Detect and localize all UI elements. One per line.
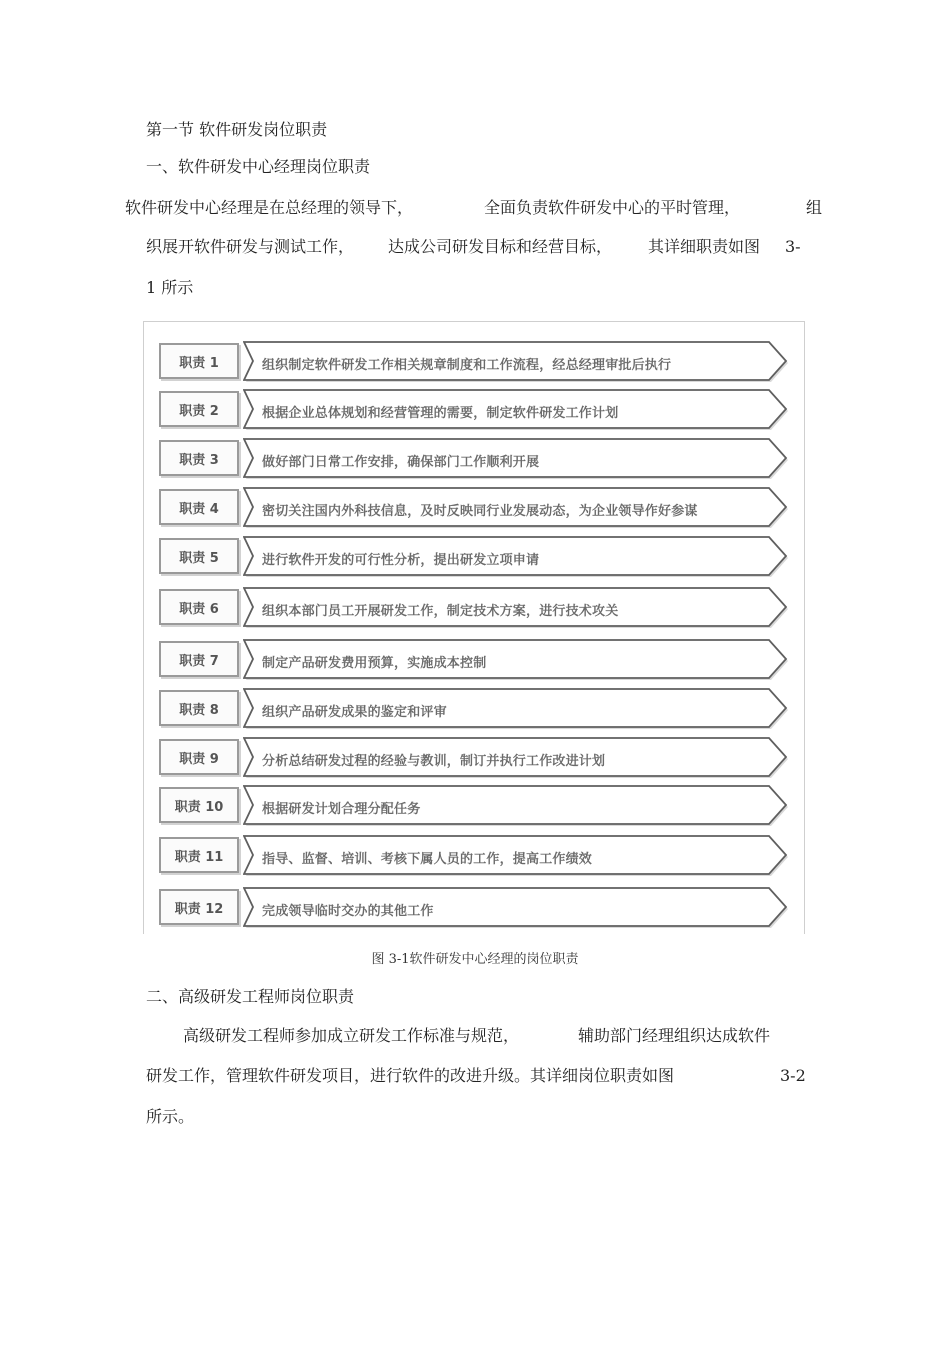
- duty-row: [159, 784, 791, 830]
- duty-description: 组织制定软件研发工作相关规章制度和工作流程，经总经理审批后执行: [262, 358, 672, 373]
- paragraph-2-line-3: 所示。: [146, 1107, 195, 1126]
- duty-label: 职责 5: [159, 538, 239, 574]
- paragraph-1-line-1c: 组: [806, 198, 823, 217]
- paragraph-1-line-1a: 软件研发中心经理是在总经理的领导下，: [125, 198, 414, 217]
- duty-description: 根据研发计划合理分配任务: [262, 802, 421, 817]
- paragraph-1-line-2c: 其详细职责如图: [648, 237, 761, 256]
- duty-description: 组织本部门员工开展研发工作，制定技术方案，进行技术攻关: [262, 604, 619, 619]
- duty-description: 制定产品研发费用预算，实施成本控制: [262, 656, 487, 671]
- subsection-heading-2: 二、高级研发工程师岗位职责: [146, 987, 355, 1006]
- duty-row: [159, 736, 791, 782]
- duty-description: 做好部门日常工作安排，确保部门工作顺利开展: [262, 455, 540, 470]
- duty-description: 密切关注国内外科技信息，及时反映同行业发展动态，为企业领导作好参谋: [262, 504, 698, 519]
- duty-label: 职责 7: [159, 641, 239, 677]
- duty-row: [159, 340, 791, 386]
- figure-caption: 图 3-1软件研发中心经理的岗位职责: [371, 952, 579, 967]
- paragraph-1-line-2a: 织展开软件研发与测试工作，: [146, 237, 355, 256]
- subsection-heading-1: 一、软件研发中心经理岗位职责: [146, 157, 371, 176]
- duty-label: 职责 8: [159, 690, 239, 726]
- duty-label: 职责 2: [159, 391, 239, 427]
- duty-row: [159, 486, 791, 532]
- paragraph-2-line-2a: 研发工作，管理软件研发项目，进行软件的改进升级。其详细岗位职责如图: [146, 1066, 675, 1085]
- duty-description: 完成领导临时交办的其他工作: [262, 904, 434, 919]
- duty-label: 职责 11: [159, 837, 239, 873]
- duty-description: 指导、监督、培训、考核下属人员的工作，提高工作绩效: [262, 852, 593, 867]
- paragraph-2-line-2b: 3-2: [780, 1066, 806, 1085]
- duty-label: 职责 4: [159, 489, 239, 525]
- duty-label: 职责 3: [159, 440, 239, 476]
- duty-label: 职责 12: [159, 889, 239, 925]
- duty-row: [159, 586, 791, 632]
- duty-label: 职责 1: [159, 343, 239, 379]
- paragraph-2-line-1b: 辅助部门经理组织达成软件: [578, 1026, 771, 1045]
- duty-row: [159, 834, 791, 880]
- paragraph-1-line-3: 1 所示: [146, 278, 194, 297]
- duty-description: 分析总结研发过程的经验与教训，制订并执行工作改进计划: [262, 754, 606, 769]
- paragraph-1-line-2d: 3-: [785, 237, 801, 256]
- paragraph-1-line-2b: 达成公司研发目标和经营目标，: [388, 237, 613, 256]
- duty-row: [159, 886, 791, 932]
- duty-description: 根据企业总体规划和经营管理的需要，制定软件研发工作计划: [262, 406, 619, 421]
- duty-description: 组织产品研发成果的鉴定和评审: [262, 705, 447, 720]
- duty-label: 职责 6: [159, 589, 239, 625]
- duty-description: 进行软件开发的可行性分析，提出研发立项申请: [262, 553, 540, 568]
- duty-row: [159, 687, 791, 733]
- duties-figure: [143, 321, 805, 934]
- duty-row: [159, 638, 791, 684]
- paragraph-2-line-1a: 高级研发工程师参加成立研发工作标准与规范，: [183, 1026, 520, 1045]
- duty-row: [159, 388, 791, 434]
- duty-label: 职责 10: [159, 787, 239, 823]
- duty-row: [159, 437, 791, 483]
- paragraph-1-line-1b: 全面负责软件研发中心的平时管理，: [484, 198, 741, 217]
- section-title: 第一节 软件研发岗位职责: [146, 120, 328, 139]
- duty-label: 职责 9: [159, 739, 239, 775]
- duty-row: [159, 535, 791, 581]
